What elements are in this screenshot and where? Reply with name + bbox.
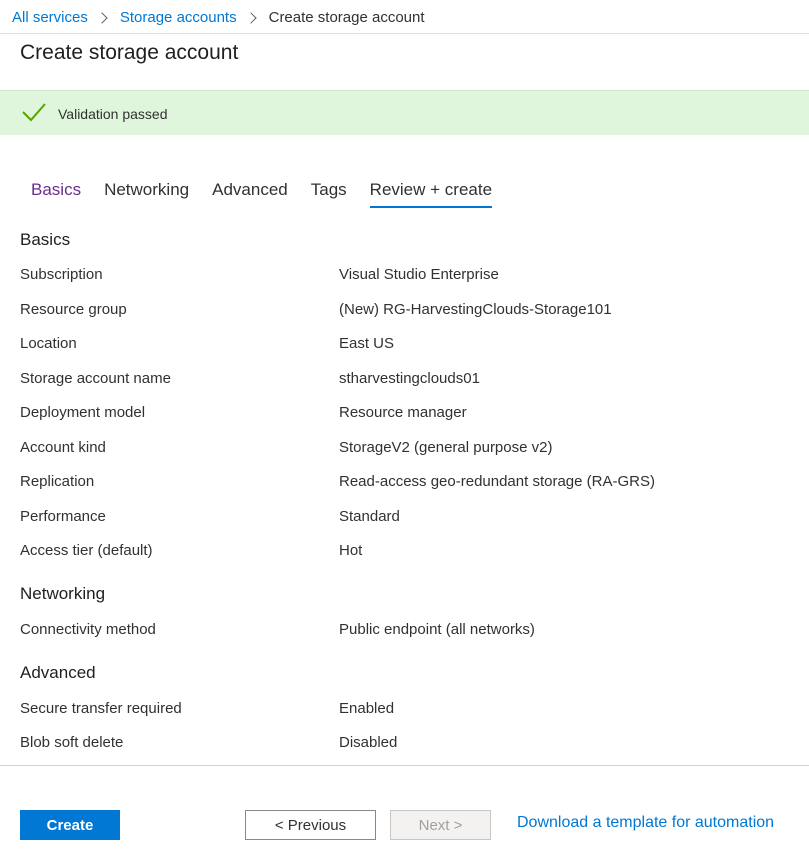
section-title-basics: Basics bbox=[20, 230, 71, 249]
tab-basics[interactable]: Basics bbox=[31, 180, 82, 199]
summary-label: Resource group bbox=[20, 301, 127, 318]
summary-value: Public endpoint (all networks) bbox=[339, 621, 535, 638]
summary-value: Resource manager bbox=[339, 404, 467, 421]
summary-label: Subscription bbox=[20, 266, 103, 283]
check-icon bbox=[22, 100, 46, 124]
summary-value: (New) RG-HarvestingClouds-Storage101 bbox=[339, 301, 612, 318]
summary-value: Standard bbox=[339, 508, 400, 525]
breadcrumb-current: Create storage account bbox=[268, 9, 425, 26]
summary-value: Enabled bbox=[339, 700, 395, 717]
summary-label: Deployment model bbox=[20, 404, 146, 421]
summary-value: stharvestingclouds01 bbox=[339, 370, 480, 387]
summary-label: Access tier (default) bbox=[20, 542, 153, 559]
validation-banner bbox=[0, 90, 809, 135]
summary-label: Blob soft delete bbox=[20, 734, 124, 751]
summary-label: Secure transfer required bbox=[20, 700, 182, 717]
summary-label: Performance bbox=[20, 508, 106, 525]
breadcrumb-all-services[interactable]: All services bbox=[12, 9, 88, 26]
chevron-right-icon bbox=[96, 12, 107, 23]
breadcrumb-storage-accounts[interactable]: Storage accounts bbox=[119, 9, 237, 26]
summary-value: Visual Studio Enterprise bbox=[339, 266, 499, 283]
breadcrumb bbox=[12, 9, 425, 26]
tab-advanced[interactable]: Advanced bbox=[212, 180, 288, 199]
summary-label: Replication bbox=[20, 473, 95, 490]
summary-value: Disabled bbox=[339, 734, 398, 751]
tab-tags[interactable]: Tags bbox=[310, 180, 347, 199]
summary-label: Location bbox=[20, 335, 77, 352]
summary-value: Read-access geo-redundant storage (RA-GRS) bbox=[339, 473, 655, 490]
next-button[interactable]: Next > bbox=[390, 810, 491, 840]
summary-value: Hot bbox=[339, 542, 363, 559]
top-bar bbox=[0, 0, 809, 34]
previous-button[interactable]: < Previous bbox=[245, 810, 376, 840]
section-title-advanced: Advanced bbox=[20, 663, 96, 682]
summary-label: Connectivity method bbox=[20, 621, 156, 638]
summary-value: StorageV2 (general purpose v2) bbox=[339, 439, 553, 456]
create-button[interactable]: Create bbox=[20, 810, 120, 840]
tab-networking[interactable]: Networking bbox=[104, 180, 190, 199]
footer-divider bbox=[0, 765, 809, 766]
summary-label: Account kind bbox=[20, 439, 106, 456]
tab-bar bbox=[31, 180, 515, 210]
summary-label: Storage account name bbox=[20, 370, 171, 387]
tab-review-create[interactable]: Review + create bbox=[370, 180, 492, 208]
page-title: Create storage account bbox=[20, 41, 239, 64]
section-title-networking: Networking bbox=[20, 584, 106, 603]
summary-value: East US bbox=[339, 335, 395, 352]
validation-message: Validation passed bbox=[58, 106, 168, 122]
download-template-link[interactable]: Download a template for automation bbox=[517, 814, 775, 831]
chevron-right-icon bbox=[245, 12, 256, 23]
